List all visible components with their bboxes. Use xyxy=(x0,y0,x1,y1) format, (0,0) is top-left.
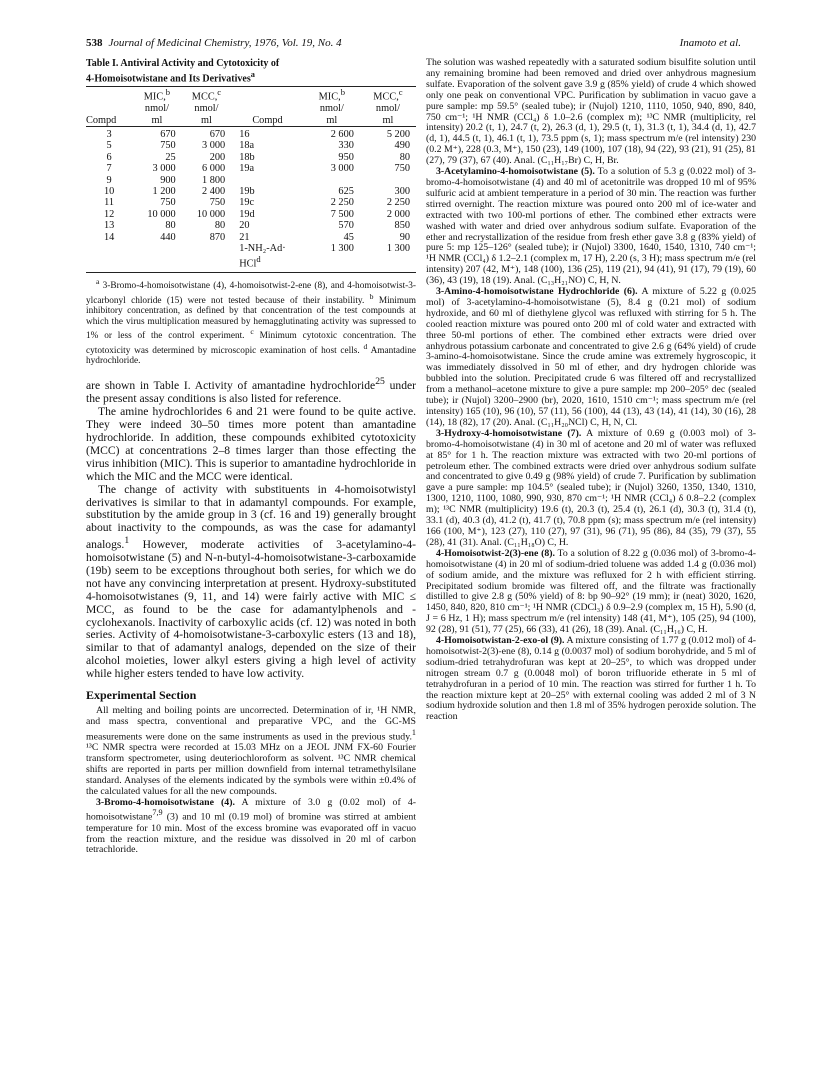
page-number: 538 xyxy=(86,37,103,49)
table-row: 13 80 80 20 570 850 xyxy=(103,220,410,232)
table-footnotes xyxy=(86,277,416,366)
th-mic-left-l1: MIC,$^b$ xyxy=(143,87,171,103)
table-caption xyxy=(86,58,416,84)
header-left xyxy=(86,37,342,49)
journal-citation: Journal of Medicinal Chemistry, 1976, Vol. 19, No. 4 xyxy=(108,37,342,49)
paragraph: are shown in Table I. Activity of amantadine hydrochloride$^{25}$ under the present assay conditions is also listed for reference. xyxy=(86,376,417,406)
th-mic-left-l2: nmol/ xyxy=(144,103,169,115)
th-mic-right-l2: nmol/ xyxy=(319,103,344,115)
table-row: 14 440 870 21 45 90 xyxy=(103,231,410,243)
th-mcc-left-l3: ml xyxy=(201,114,212,126)
th-mic-right-l3: ml xyxy=(326,114,338,126)
table-row: 5 750 3 000 18a 330 490 xyxy=(106,140,410,152)
paragraph: 4-Homoisotwistan-2-exo-ol (9). A mixture consisting of 1.77 g (0.012 mol) of 4-homoisotwist-2(3)-ene (8), 0.14 g (0.0037 mol) of sodium borohydride, and 5 ml of sodium-dried tetrahydrofuran was kept at 20–25°, to which was dropped under nitrogen stream 0.7 g (0.0048 mol) of boron trifluoride etherate in 5 ml of tetrahydrofuran in a period of 10 min. The reaction was stirred for further 1 h. To the reaction mixture kept at 20–25° with external cooling was added 2 ml of 3 N sodium hydroxide solution and then 1.8 ml of 35% hydrogen peroxide solution. The reaction xyxy=(426,635,756,723)
paragraph: The change of activity with substituents in 4-homoisotwistyl derivatives is similar to that in adamantyl compounds. For example, substitution by the amide group in 3 (cf. 16 and 19) generally brought about inactivity to the compounds, as was the case for adamantyl analogs.$^1$ However, moderate activities of 3-acetylamino-4-homoisotwistane (5) and N-n-butyl-4-homoisotwistane-3-carboxamide (19b) seem to be exceptions throughout both series, for which we do not have any convincing interpretation at present. Hydroxy-substituted 4-homoisotwistanes (9, 11, and 14) were fairly active with MIC ≤ MCC, as found to be the case for adamantylphenols and -cyclohexanols. Inactivity of carboxylic acids (cf. 12) was noted in both series. Activity of 4-homoisotwistane-3-carboxylic esters (13 and 18), similar to that of adamantyl analogs, depended on the size of their alcohol moieties, lower alkyl esters giving a high level of activity while higher esters tended to have low activity. xyxy=(86,482,416,681)
table-row: 12 10 000 10 000 19d 7 500 2 000 xyxy=(103,208,410,220)
header-authors: Inamoto et al. xyxy=(679,37,741,49)
activity-table xyxy=(86,86,416,273)
left-column xyxy=(86,58,416,856)
th-compd-right: Compd xyxy=(252,114,283,126)
th-mcc-right-l3: ml xyxy=(382,114,394,126)
table-row: 9 900 1 800 xyxy=(106,174,226,186)
table-caption-sup: a xyxy=(250,70,255,79)
th-mcc-right-l1: MCC,$^c$ xyxy=(373,87,403,103)
paragraph: 3-Bromo-4-homoisotwistane (4). A mixture of 3.0 g (0.02 mol) of 4-homoisotwistane$^{7,9}$ (3) and 10 ml (0.19 mol) of bromine was stirred at ambient temperature for 10 min. Most of the excess bromine was evaporated off in vacuo from the reaction mixture, and the residue was dissolved in 20 ml of carbon tetrachloride. xyxy=(86,796,417,856)
th-mic-right-l1: MIC,$^b$ xyxy=(318,87,345,103)
th-mic-left-l3: ml xyxy=(151,114,163,126)
table-row: 7 3 000 6 000 19a 3 000 750 xyxy=(106,163,410,175)
table-caption-line1: Table I. Antiviral Activity and Cytotoxicity of xyxy=(86,58,280,69)
th-blank-right xyxy=(231,87,304,103)
table-caption-text: 4-Homoisotwistane and Its Derivatives xyxy=(86,73,251,85)
table-row: 11 750 750 19c 2 250 2 250 xyxy=(104,197,410,209)
th-mcc-left-l1: MCC,$^c$ xyxy=(191,87,222,103)
amantadine-compd: 1-NH₂-Ad· HCl$^d$ xyxy=(231,243,304,273)
paragraph: The solution was washed repeatedly with a saturated sodium bisulfite solution until any remaining bromine had been removed and dried over anhydrous magnesium sulfate. Evaporation of the solvent gave 3.9 g (85% yield) of crude 4 which showed only one peak on conventional VPC. Purification by sublimation in vacuo gave a pure sample: mp 59.5° (sealed tube); ir (Nujol) 1210, 1110, 1050, 940, 890, 840, 750 cm⁻¹; ¹H NMR (CCl₄) δ 1.0–2.6 (complex m); ¹³C NMR (multiplicity, rel intensity) 20.2 (t, 1), 24.7 (t, 2), 26.3 (d, 1), 29.5 (t, 1), 31.3 (t, 1), 34.4 (d, 1), 42.7 (d, 1), 44.5 (t, 1), 46.1 (t, 1), 73.5 ppm (s, 1); mass spectrum m/e (rel intensity) 230 (0.2 M⁺), 228 (0.3, M⁺), 150 (23), 149 (100), 107 (18), 94 (22), 93 (21), 91 (25), 81 (27), 79 (37), 67 (40). Anal. (C₁₁H₁₇Br) C, H, Br. xyxy=(426,57,756,167)
table-row: 3 670 670 16 2 600 5 200 xyxy=(106,128,410,140)
paragraph: 4-Homoisotwist-2(3)-ene (8). To a solution of 8.22 g (0.036 mol) of 3-bromo-4-homoisotwistane (4) in 20 ml of sodium-dried toluene was added 1.4 g (0.036 mol) of sodium amide, and the mixture was refluxed for 2 h with efficient stirring. Precipitated sodium bromide was filtered off, and the filtrate was fractionally distilled to give 2.8 g (50% yield) of 8: bp 90–92° (19 mm); ir (neat) 3020, 1620, 1450, 840, 820, 810 cm⁻¹; ¹H NMR (CDCl₃) δ 0.9–2.9 (complex m, 15 H), 5.90 (d, J = 6 Hz, 1 H); mass spectrum m/e (rel intensity) 148 (41, M⁺), 105 (25), 94 (100), 92 (28), 91 (51), 77 (25), 66 (33), 41 (26), 18 (39). Anal. (C₁₁H₁₆) C, H. xyxy=(426,547,756,636)
paragraph: 3-Amino-4-homoisotwistane Hydrochloride (6). A mixture of 5.22 g (0.025 mol) of 3-acetylamino-4-homoisotwistane (5), 8.4 g (0.21 mol) of sodium hydroxide, and 60 ml of diethylene glycol was refluxed with stirring for 5 h. The cooled reaction mixture was poured onto 200 ml of cold water and extracted with three 50-ml portions of ether. The combined ether extracts were dried over anhydrous potassium carbonate and concentrated to give 2.6 g (64% yield) of crude 3-amino-4-homoisotwistane. Since the crude amine was extremely hygroscopic, it was immediately dissolved in 50 ml of ether, and dry hydrogen chloride was bubbled into the solution. Precipitated crude 6 was filtered off and recrystallized from a methanol–acetone mixture to give a pure sample: mp 200–205° dec (sealed tube); ir (Nujol) 3200–2900 (br), 2020, 1610, 1510 cm⁻¹; mass spectrum m/e (rel intensity) 165 (10), 96 (10), 57 (11), 56 (100), 44 (13), 43 (14), 41 (14), 30 (16), 28 (14), 18 (82), 17 (20). Anal. (C₁₁H₂₀NCl) C, H, N, Cl. xyxy=(426,286,757,428)
table-row: 6 25 200 18b 950 80 xyxy=(106,151,410,163)
th-mcc-left-l2: nmol/ xyxy=(194,103,219,115)
table-row: 10 1 200 2 400 19b 625 300 xyxy=(103,186,410,197)
running-header xyxy=(86,37,741,53)
table-row: 1-NH₂-Ad· HCl$^d$ 1 300 1 300 xyxy=(86,243,416,273)
paragraph: All melting and boiling points are uncorrected. Determination of ir, ¹H NMR, and mass spectra, conventional and preparative VPC, and the GC-MS measurements were done on the same instruments as used in the previous study.$^1$ ¹³C NMR spectra were recorded at 15.03 MHz on a JEOL JNM FX-60 Fourier transform spectrometer, using deuteriochloroform as solvent. ¹³C NMR chemical shifts are reported in parts per million downfield from internal tetramethylsilane standard. Analyses of the elements indicated by the symbols were within ±0.4% of the calculated values for all the new compounds. xyxy=(86,705,416,797)
paragraph: The amine hydrochlorides 6 and 21 were found to be quite active. They were indeed 30–50 times more potent than amantadine hydrochloride. In addition, these compounds exhibited cytotoxicity (MCC) at concentrations 2–8 times larger than those effecting the virus inhibition (MIC). This is superior to amantadine hydrochloride in which the MIC and the MCC were identical. xyxy=(86,405,416,483)
th-compd-left: Compd xyxy=(86,114,117,126)
left-body-text xyxy=(86,376,416,681)
th-blank-left xyxy=(86,87,132,103)
footnote-a: $^a$ 3-Bromo-4-homoisotwistane (4), 4-homoisotwist-2-ene (8), and 4-homoisotwist-3-ylcarbonyl chloride (15) were not tested because of their instability. $^b$ Minimum inhibitory concentration, as defined by that concentration of the test compounds at which the virus multiplication measured by hemagglutinating activity was supressed to 1% or less of the control experiment. $^c$ Minimum cytotoxic concentration. The cytotoxicity was determined by microscopic examination of host cells. $^d$ Amantadine hydrochloride. xyxy=(86,277,417,367)
th-mcc-right-l2: nmol/ xyxy=(375,103,400,115)
paragraph: 3-Acetylamino-4-homoisotwistane (5). To a solution of 5.3 g (0.022 mol) of 3-bromo-4-homoisotwistane (4) and 40 ml of acetonitrile was dropped 10 ml of 95% sulfuric acid at ambient temperature in a period of 30 min. The reaction was further stirred overnight. The reaction mixture was poured onto 200 ml of ice-water and extracted with two 100-ml portions of ether. The combined ether extracts were washed with water and dried over anhydrous sodium sulfate. Evaporation of the ether and recrystallization of the residue from fresh ether gave 3.8 g (83% yield) of pure 5: mp 125–126° (sealed tube); ir (Nujol) 3300, 1640, 1540, 1310, 740 cm⁻¹; ¹H NMR (CCl₄) δ 1.2–2.1 (complex m, 17 H), 2.20 (s, 3 H); mass spectrum m/e (rel intensity) 207 (42, M⁺), 148 (100), 136 (25), 119 (21), 94 (41), 91 (17), 79 (19), 60 (36), 43 (19), 18 (19). Anal. (C₁₃H₂₁NO) C, H, N. xyxy=(426,166,757,287)
paragraph: 3-Hydroxy-4-homoisotwistane (7). A mixture of 0.69 g (0.003 mol) of 3-bromo-4-homoisotwistane (4) in 30 ml of acetone and 20 ml of water was refluxed at 85° for 1 h. The reaction mixture was extracted with two 20-ml portions of petroleum ether. The combined extracts were dried over anhydrous sodium sulfate and concentrated to give 0.49 g (98% yield) of crude 7. Purification by sublimation gave a pure sample: mp 104.5° (sealed tube); ir (Nujol) 3260, 1350, 1340, 1310, 1300, 1210, 1100, 1080, 990, 930, 870 cm⁻¹; ¹H NMR (CCl₄) δ 0.8–2.2 (complex m); ¹³C NMR (multiplicity) 19.6 (t), 20.3 (t), 25.4 (t), 26.1 (d), 30.3 (t), 31.4 (t), 33.1 (d), 40.3 (d), 41.2 (t), 41.7 (t), 70.8 ppm (s); mass spectrum m/e (rel intensity) 166 (100, M⁺), 123 (27), 110 (27), 97 (31), 96 (71), 95 (86), 84 (35), 79 (37), 55 (28), 41 (31). Anal. (C₁₁H₁₈O) C, H. xyxy=(426,427,757,548)
right-column xyxy=(426,58,756,723)
experimental-text-left xyxy=(86,706,416,856)
table-caption-line2 xyxy=(86,69,416,84)
section-heading: Experimental Section xyxy=(86,688,197,703)
experimental-text-right xyxy=(426,58,756,723)
